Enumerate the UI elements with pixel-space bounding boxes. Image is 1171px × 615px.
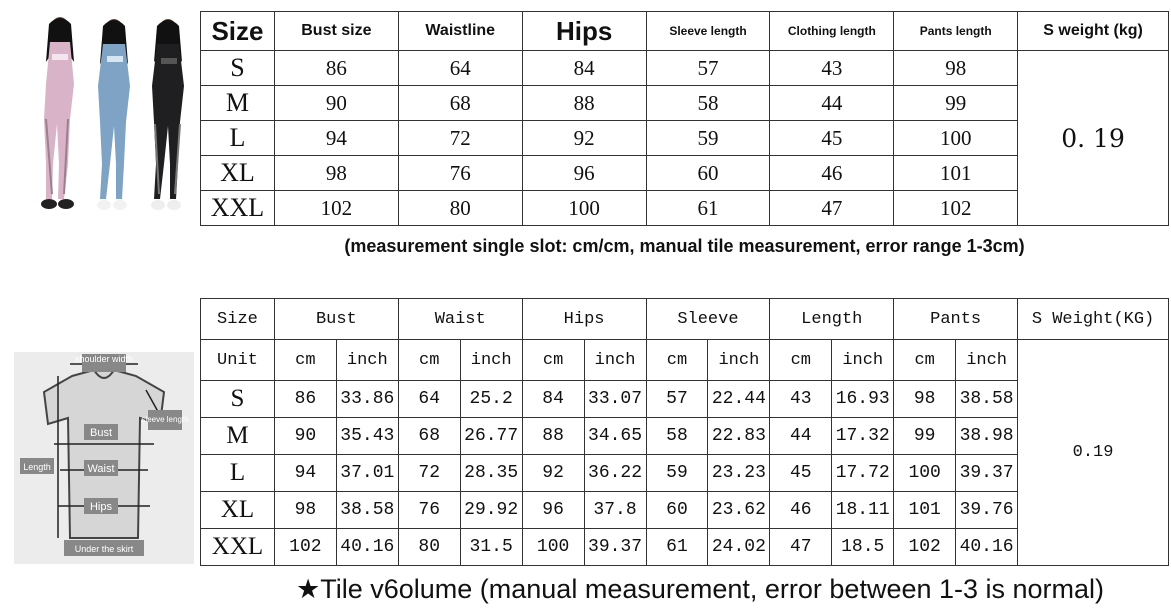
cell: 92 [522, 455, 584, 492]
model-pink [41, 17, 74, 209]
cell: 90 [274, 418, 336, 455]
cell: 57 [646, 381, 708, 418]
note-text: Tile v6olume (manual measurement, error between 1-3 is normal) [320, 574, 1105, 604]
cell: 47 [770, 529, 832, 566]
cell: 17.32 [832, 418, 894, 455]
diagram-label-under-skirt: Under the skirt [74, 544, 134, 554]
header-size: Size [201, 299, 275, 340]
size-label: M [201, 418, 275, 455]
cell: 26.77 [460, 418, 522, 455]
unit-cell: cm [274, 340, 336, 381]
measurement-note-top: (measurement single slot: cm/cm, manual tile measurement, error range 1-3cm) [344, 236, 1025, 256]
diagram-label-length: Length [23, 462, 51, 472]
cell: 18.5 [832, 529, 894, 566]
size-label: L [201, 121, 275, 156]
cell: 25.2 [460, 381, 522, 418]
cell: 86 [274, 381, 336, 418]
cell: 92 [522, 121, 646, 156]
cell: 90 [274, 86, 398, 121]
cell: 80 [398, 529, 460, 566]
cell: 44 [770, 86, 894, 121]
cell: 98 [274, 156, 398, 191]
cell: 60 [646, 156, 770, 191]
cell: 18.11 [832, 492, 894, 529]
cell: 47 [770, 191, 894, 226]
weight-value: 0. 19 [1018, 51, 1169, 226]
size-label: L [201, 455, 275, 492]
cell: 43 [770, 51, 894, 86]
cell: 40.16 [956, 529, 1018, 566]
cell: 102 [274, 191, 398, 226]
cell: 31.5 [460, 529, 522, 566]
cell: 33.86 [336, 381, 398, 418]
cell: 98 [274, 492, 336, 529]
cell: 68 [398, 418, 460, 455]
cell: 86 [274, 51, 398, 86]
cell: 16.93 [832, 381, 894, 418]
unit-cell: inch [460, 340, 522, 381]
cell: 88 [522, 418, 584, 455]
cell: 22.83 [708, 418, 770, 455]
unit-cell: cm [894, 340, 956, 381]
cell: 37.8 [584, 492, 646, 529]
header-hips: Hips [522, 299, 646, 340]
header-bust: Bust size [274, 12, 398, 51]
star-icon: ★ [296, 574, 321, 604]
cell: 29.92 [460, 492, 522, 529]
size-label: XXL [201, 529, 275, 566]
size-table-bottom [200, 298, 1169, 566]
header-weight: S Weight(KG) [1018, 299, 1169, 340]
cell: 44 [770, 418, 832, 455]
cell: 43 [770, 381, 832, 418]
cell: 94 [274, 121, 398, 156]
unit-cell: inch [708, 340, 770, 381]
cell: 57 [646, 51, 770, 86]
cell: 98 [894, 381, 956, 418]
model-blue [97, 19, 130, 210]
unit-cell: inch [584, 340, 646, 381]
cell: 96 [522, 492, 584, 529]
cell: 46 [770, 156, 894, 191]
cell: 96 [522, 156, 646, 191]
cell: 80 [398, 191, 522, 226]
cell: 72 [398, 121, 522, 156]
header-row [201, 12, 1169, 51]
model-black [151, 19, 184, 210]
header-row [201, 299, 1169, 340]
cell: 99 [894, 86, 1018, 121]
size-label: M [201, 86, 275, 121]
cell: 45 [770, 455, 832, 492]
cell: 88 [522, 86, 646, 121]
cell: 34.65 [584, 418, 646, 455]
diagram-label-hips: Hips [89, 501, 113, 513]
cell: 38.58 [956, 381, 1018, 418]
cell: 102 [894, 529, 956, 566]
cell: 38.98 [956, 418, 1018, 455]
cell: 84 [522, 381, 584, 418]
cell: 45 [770, 121, 894, 156]
cell: 64 [398, 51, 522, 86]
size-table-top [200, 11, 1169, 226]
header-bust: Bust [274, 299, 398, 340]
cell: 101 [894, 156, 1018, 191]
cell: 76 [398, 156, 522, 191]
diagram-label-shoulder: shoulder width [74, 354, 134, 364]
cell: 76 [398, 492, 460, 529]
diagram-label-sleeve: sleeve length [141, 415, 189, 424]
cell: 100 [522, 191, 646, 226]
header-sleeve: Sleeve [646, 299, 770, 340]
cell: 46 [770, 492, 832, 529]
header-sleeve: Sleeve length [646, 12, 770, 51]
cell: 61 [646, 529, 708, 566]
unit-cell: inch [956, 340, 1018, 381]
cell: 40.16 [336, 529, 398, 566]
cell: 23.62 [708, 492, 770, 529]
header-pants: Pants [894, 299, 1018, 340]
size-label: S [201, 51, 275, 86]
unit-cell: cm [770, 340, 832, 381]
size-label: XL [201, 156, 275, 191]
cell: 99 [894, 418, 956, 455]
unit-row [201, 340, 1169, 381]
cell: 94 [274, 455, 336, 492]
cell: 72 [398, 455, 460, 492]
cell: 39.37 [956, 455, 1018, 492]
cell: 35.43 [336, 418, 398, 455]
weight-value: 0.19 [1018, 340, 1169, 566]
unit-cell: inch [832, 340, 894, 381]
cell: 28.35 [460, 455, 522, 492]
cell: 100 [894, 121, 1018, 156]
cell: 84 [522, 51, 646, 86]
cell: 22.44 [708, 381, 770, 418]
diagram-label-bust: Bust [89, 427, 113, 439]
unit-cell: cm [398, 340, 460, 381]
cell: 58 [646, 86, 770, 121]
product-photo [22, 14, 198, 219]
size-label: XXL [201, 191, 275, 226]
table-row [201, 51, 1169, 86]
cell: 38.58 [336, 492, 398, 529]
header-size: Size [201, 12, 275, 51]
measurement-note-bottom [296, 574, 1104, 605]
cell: 36.22 [584, 455, 646, 492]
size-label: S [201, 381, 275, 418]
header-length: Length [770, 299, 894, 340]
header-hips: Hips [522, 12, 646, 51]
cell: 64 [398, 381, 460, 418]
unit-cell: cm [522, 340, 584, 381]
cell: 61 [646, 191, 770, 226]
cell: 59 [646, 455, 708, 492]
unit-cell: cm [646, 340, 708, 381]
cell: 33.07 [584, 381, 646, 418]
diagram-label-waist: Waist [87, 463, 115, 475]
cell: 23.23 [708, 455, 770, 492]
cell: 17.72 [832, 455, 894, 492]
size-label: XL [201, 492, 275, 529]
unit-label: Unit [201, 340, 275, 381]
header-pants-length: Pants length [894, 12, 1018, 51]
unit-cell: inch [336, 340, 398, 381]
cell: 68 [398, 86, 522, 121]
header-waist: Waistline [398, 12, 522, 51]
cell: 59 [646, 121, 770, 156]
cell: 102 [274, 529, 336, 566]
cell: 39.37 [584, 529, 646, 566]
cell: 37.01 [336, 455, 398, 492]
header-clothing-length: Clothing length [770, 12, 894, 51]
cell: 100 [522, 529, 584, 566]
cell: 60 [646, 492, 708, 529]
cell: 100 [894, 455, 956, 492]
cell: 58 [646, 418, 708, 455]
garment-diagram [14, 352, 194, 564]
cell: 98 [894, 51, 1018, 86]
cell: 101 [894, 492, 956, 529]
header-waist: Waist [398, 299, 522, 340]
cell: 102 [894, 191, 1018, 226]
header-weight: S weight (kg) [1018, 12, 1169, 51]
cell: 39.76 [956, 492, 1018, 529]
cell: 24.02 [708, 529, 770, 566]
